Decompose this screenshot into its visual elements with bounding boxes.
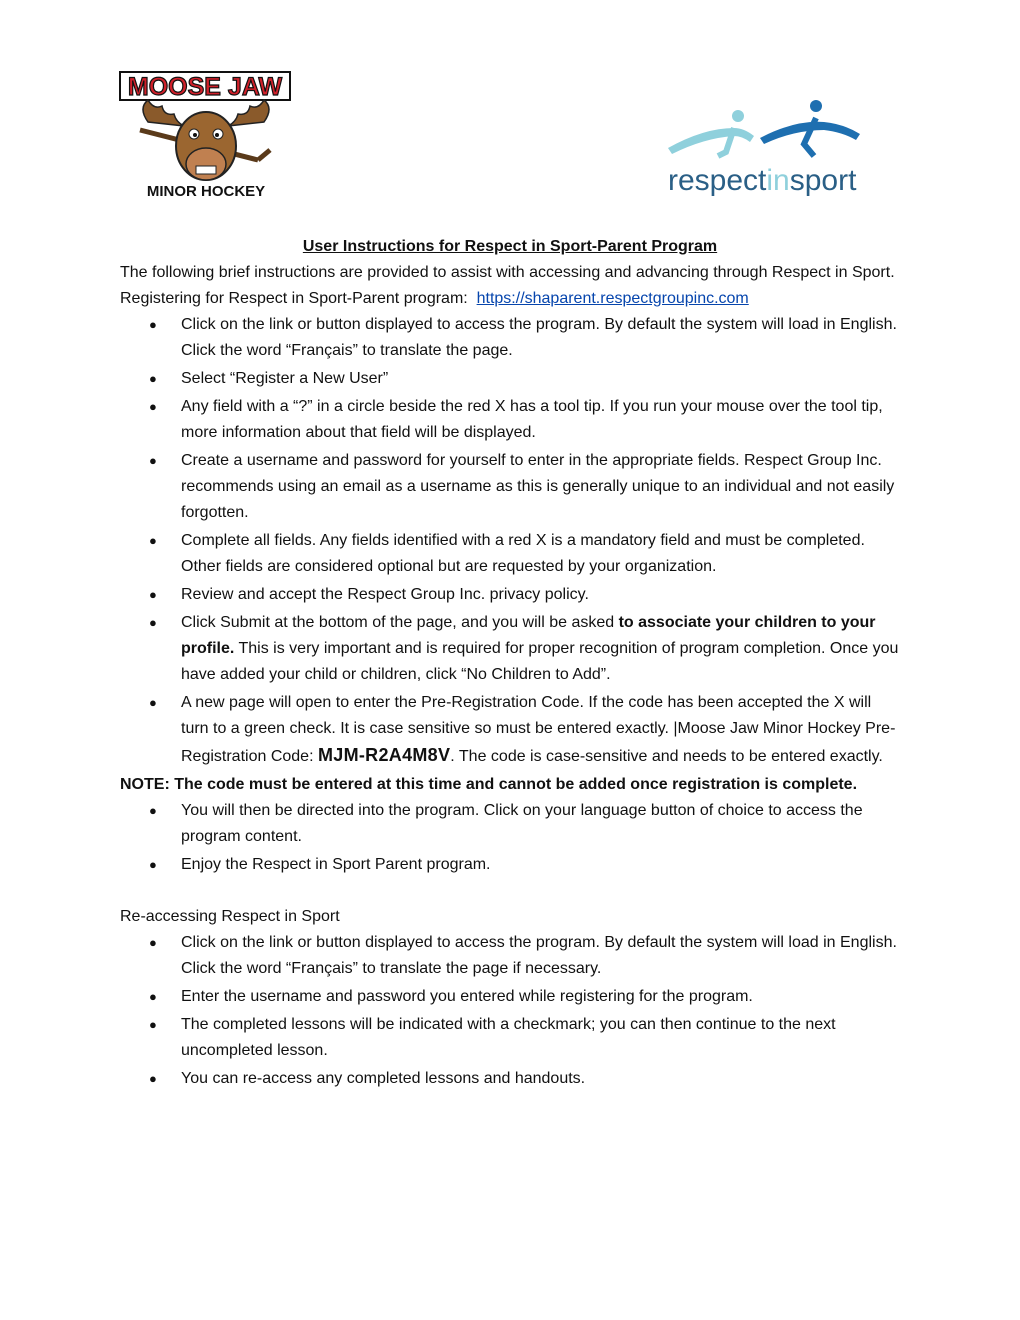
program-link[interactable]: https://shaparent.respectgroupinc.com bbox=[476, 290, 749, 307]
register-label: Registering for Respect in Sport-Parent program: bbox=[120, 290, 468, 307]
after-note-steps-list bbox=[120, 798, 900, 878]
register-steps-list bbox=[120, 312, 900, 770]
bullet-icon: ● bbox=[149, 615, 157, 630]
pre-registration-code: MJM-R2A4M8V bbox=[317, 745, 451, 765]
list-item: ● Create a username and password for yourself to enter in the appropriate fields. Respect Group Inc. recommends using an email as a username as this is generally unique to an individual and not easily forgotten. bbox=[120, 448, 900, 526]
bullet-icon: ● bbox=[149, 587, 157, 602]
document-title: User Instructions for Respect in Sport-Parent Program bbox=[302, 238, 718, 255]
list-item: ● Enjoy the Respect in Sport Parent program. bbox=[120, 852, 900, 878]
svg-text:MINOR HOCKEY: MINOR HOCKEY bbox=[146, 183, 266, 200]
reaccess-steps-list bbox=[120, 930, 900, 1092]
svg-text:MOOSE JAW: MOOSE JAW bbox=[127, 73, 283, 101]
bullet-icon: ● bbox=[149, 399, 157, 414]
note-text: NOTE: The code must be entered at this time and cannot be added once registration is complete. bbox=[120, 776, 858, 793]
list-item: ● Click on the link or button displayed to access the program. By default the system will load in English. Click the word “Français” to translate the page. bbox=[120, 312, 900, 364]
bullet-icon: ● bbox=[149, 803, 157, 818]
reaccess-heading: Re-accessing Respect in Sport bbox=[120, 908, 340, 925]
bullet-icon: ● bbox=[149, 1071, 157, 1086]
svg-text:respectinsport: respectinsport bbox=[668, 164, 857, 197]
register-line bbox=[120, 286, 900, 312]
spacer bbox=[120, 880, 900, 904]
bullet-icon: ● bbox=[149, 317, 157, 332]
bullet-icon: ● bbox=[149, 695, 157, 710]
moose-jaw-minor-hockey-logo bbox=[118, 70, 294, 200]
list-item: ● Any field with a “?” in a circle beside the red X has a tool tip. If you run your mouse over the tool tip, more information about that field will be displayed. bbox=[120, 394, 900, 446]
list-item-code: ● A new page will open to enter the Pre-Registration Code. If the code has been accepted the X will turn to a green check. It is case sensitive so must be entered exactly. |Moose Jaw Minor Hockey Pre-Registration Code: MJM-R2A4M8V. The code is case-sensitive and needs to be entered exactly. bbox=[120, 690, 900, 770]
list-item: ● The completed lessons will be indicated with a checkmark; you can then continue to the next uncompleted lesson. bbox=[120, 1012, 900, 1064]
list-item: ● Review and accept the Respect Group Inc. privacy policy. bbox=[120, 582, 900, 608]
respect-in-sport-logo bbox=[664, 98, 868, 198]
bullet-icon: ● bbox=[149, 857, 157, 872]
list-item: ● Click on the link or button displayed to access the program. By default the system will load in English. Click the word “Français” to translate the page if necessary. bbox=[120, 930, 900, 982]
bullet-icon: ● bbox=[149, 989, 157, 1004]
list-item: ● Complete all fields. Any fields identified with a red X is a mandatory field and must be completed. Other fields are considered optional but are requested by your organization. bbox=[120, 528, 900, 580]
bullet-icon: ● bbox=[149, 371, 157, 386]
list-item-submit: ● Click Submit at the bottom of the page, and you will be asked to associate your children to your profile. This is very important and is required for proper recognition of program completion. Once you have added your child or children, click “No Children to Add”. bbox=[120, 610, 900, 688]
bullet-icon: ● bbox=[149, 935, 157, 950]
intro-paragraph: The following brief instructions are provided to assist with accessing and advancing through Respect in Sport. bbox=[120, 264, 895, 281]
instructions-document bbox=[120, 234, 900, 1094]
list-item: ● Select “Register a New User” bbox=[120, 366, 900, 392]
bullet-icon: ● bbox=[149, 453, 157, 468]
bullet-icon: ● bbox=[149, 1017, 157, 1032]
bullet-icon: ● bbox=[149, 533, 157, 548]
list-item: ● You can re-access any completed lessons and handouts. bbox=[120, 1066, 900, 1092]
list-item: ● You will then be directed into the program. Click on your language button of choice to access the program content. bbox=[120, 798, 900, 850]
list-item: ● Enter the username and password you entered while registering for the program. bbox=[120, 984, 900, 1010]
